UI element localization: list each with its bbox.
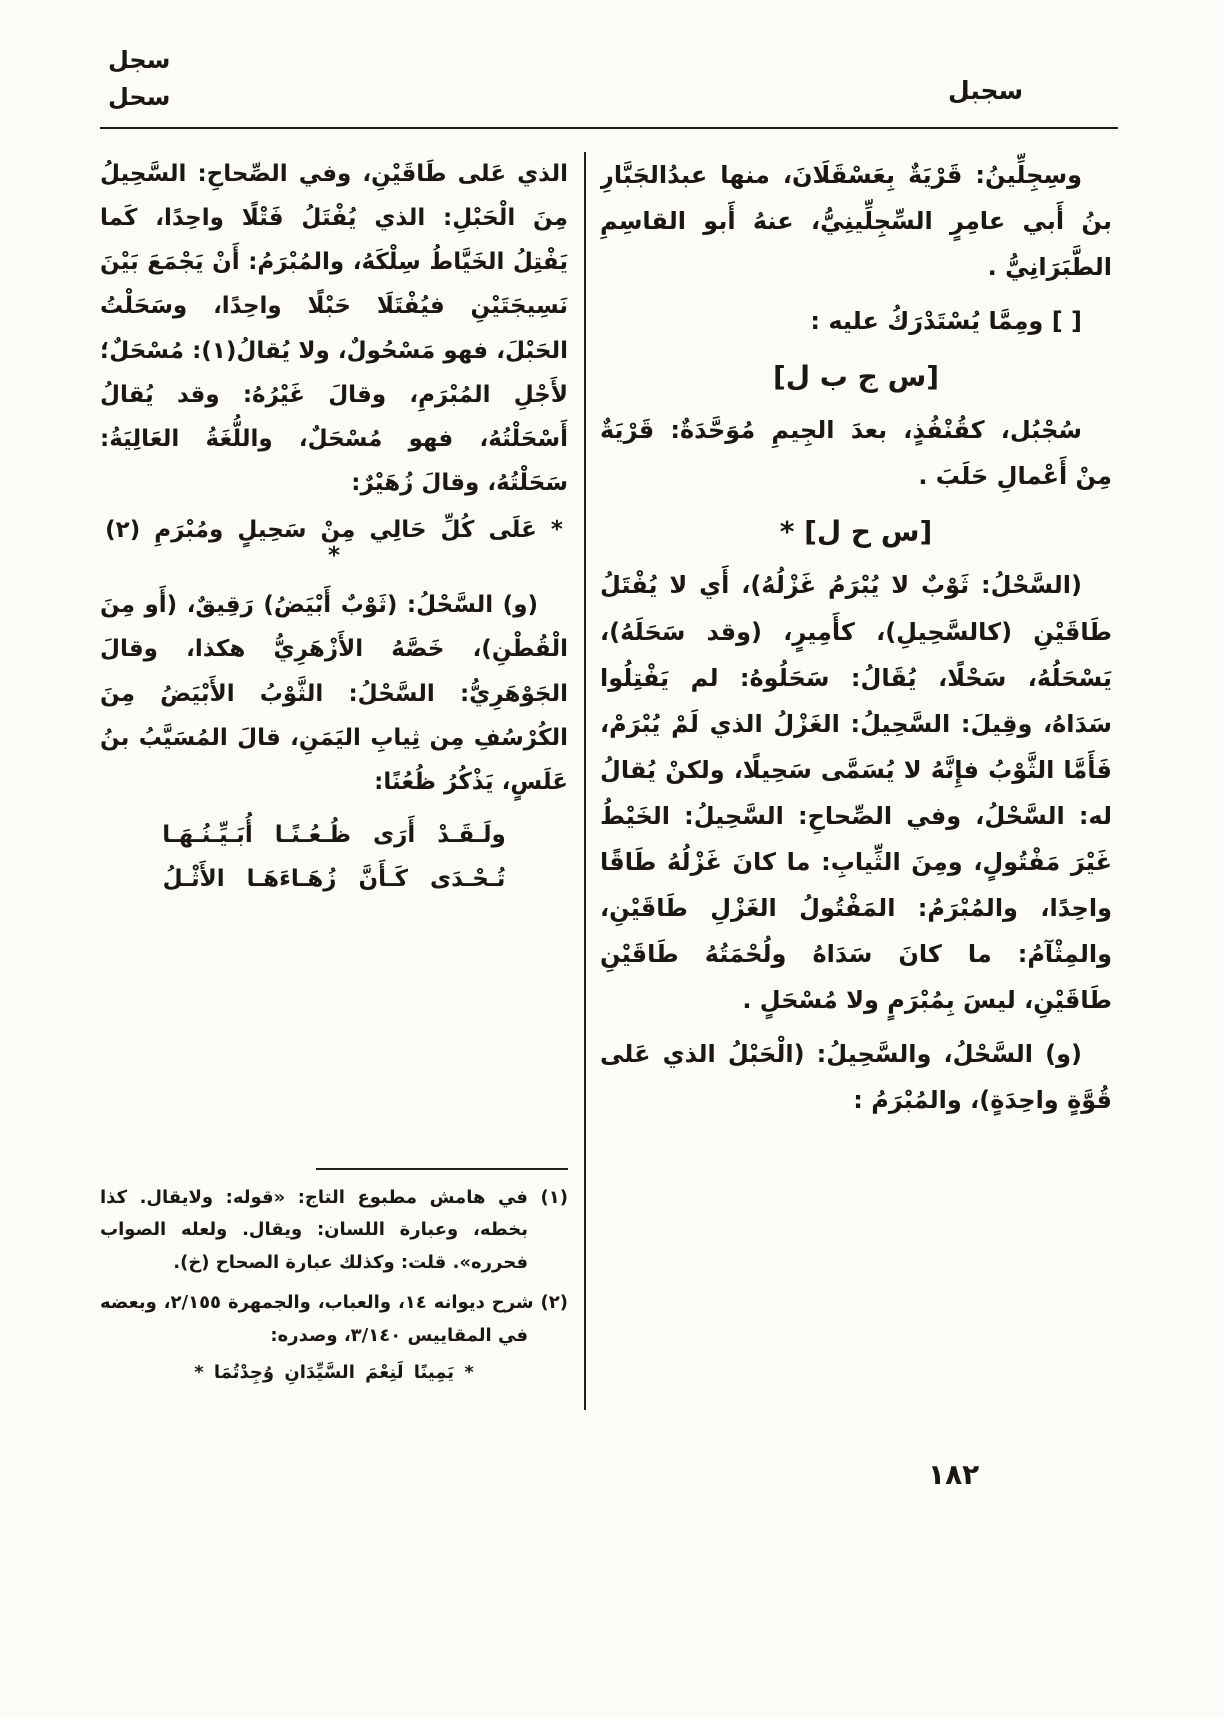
footnote-1-text: في هامش مطبوع التاج: «قوله: ولايقال. كذا بخطه، وعبارة اللسان: ويقال. ولعله الصواب فحرره». قلت: وكذلك عبارة الصحاح (خ). bbox=[100, 1187, 528, 1273]
paragraph-sahl-rope: (و) السَّحْلُ، والسَّحِيلُ: (الْحَبْلُ الذي عَلى قُوَّةٍ واحِدَةٍ)، والمُبْرَمُ : bbox=[600, 1040, 1112, 1115]
footnote-verse: * يَمِينًا لَنِعْمَ السَّيِّدَانِ وُجِدْتُمَا * bbox=[194, 1361, 474, 1383]
root-heading-s-j-b-l: [س ج ب ل] bbox=[772, 360, 940, 394]
footnote-2-marker: (٢) bbox=[540, 1292, 568, 1314]
paragraph-mustadrak: [ ] ومِمَّا يُسْتَدْرَكُ عليه : bbox=[810, 307, 1082, 336]
footnote-1 bbox=[100, 1182, 568, 1279]
paragraph-sujbul: سُجْبُل، كقُنْفُذٍ، بعدَ الجِيمِ مُوَحَّدَةٌ: قَرْيَةٌ مِنْ أَعْمالِ حَلَبَ . bbox=[600, 416, 1112, 491]
footnote-2-text: شرح ديوانه ١٤، والعباب، والجمهرة ٢/١٥٥، وبعضه في المقاييس ٣/١٤٠، وصدره: bbox=[100, 1292, 534, 1346]
right-column bbox=[600, 152, 1112, 1414]
running-head-word-sijill: سجل bbox=[108, 46, 171, 74]
paragraph-sijillin: وسِجِلِّينُ: قَرْيَةٌ بِعَسْقَلَانَ، منها عبدُالجَبَّارِ بنُ أَبي عامِرٍ السِّجِلِّينِيُّ، عنهُ أَبو القاسِمِ الطَّبَرَانِيُّ . bbox=[600, 161, 1112, 282]
paragraph-continuation: الذي عَلى طَاقَيْنِ، وفي الصِّحاحِ: السَّحِيلُ مِنَ الْحَبْلِ: الذي يُفْتَلُ فَتْلًا واحِدًا، كَما يَفْتِلُ الخَيَّاطُ سِلْكَهُ، والمُبْرَمُ: أَنْ يَجْمَعَ بَيْنَ نَسِيجَتَيْنِ فيُفْتَلَا حَبْلًا واحِدًا، وسَحَلْتُ الحَبْلَ، فهو مَسْحُولٌ، ولا يُقالُ(١): مُسْحَلٌ؛ لأَجْلِ المُبْرَمِ، وقالَ غَيْرُهُ: وقد يُقالُ أَسْحَلْتُهُ، فهو مُسْحَلٌ، واللُّغَةُ العَالِيَةُ: سَحَلْتُهُ، وقالَ زُهَيْرٌ: bbox=[100, 161, 568, 497]
running-head-left bbox=[108, 42, 170, 116]
running-head-word-sahl: سحل bbox=[108, 83, 171, 112]
couplet-line-1: ولَـقَـدْ أَرَى ظُـعُـنًـا أُبَـيِّـنُـهَـا bbox=[162, 822, 506, 849]
footnote-divider bbox=[316, 1168, 568, 1170]
page-number: ١٨٢ bbox=[928, 1458, 980, 1491]
footnote-2 bbox=[100, 1287, 568, 1352]
column-divider bbox=[584, 152, 586, 1410]
footnote-1-marker: (١) bbox=[540, 1187, 568, 1208]
left-column bbox=[100, 152, 568, 1164]
footnotes-section bbox=[100, 1168, 568, 1383]
header-rule bbox=[100, 127, 1118, 129]
couplet-line-2: تُـحْـدَى كَـأَنَّ زُهَـاءَهَـا الأَثْـلُ bbox=[162, 866, 506, 893]
root-heading-s-h-l: [س ح ل] * bbox=[779, 515, 933, 549]
running-head-right: سجبل bbox=[948, 76, 1024, 105]
verse-zuhayr: * عَلَى كُلِّ حَالِي مِنْ سَحِيلٍ ومُبْرَمِ (٢) * bbox=[105, 517, 563, 570]
paragraph-sahl-definition: (السَّحْلُ: ثَوْبٌ لا يُبْرَمُ غَزْلُهُ)، أَي لا يُفْتَلُ طَاقَيْنِ (كالسَّحِيلِ)، كأَمِيرٍ، (وقد سَحَلَهُ)، يَسْحَلُهُ، سَحْلًا، يُقَالُ: سَحَلُوهُ: لم يَفْتِلُوا سَدَاهُ، وقِيلَ: السَّحِيلُ: الغَزْلُ الذي لَمْ يُبْرَمْ، فَأَمَّا الثَّوْبُ فإِنَّهُ لا يُسَمَّى سَحِيلًا، ولكنْ يُقالُ له: السَّحْلُ، وفي الصِّحاحِ: السَّحِيلُ: الخَيْطُ غَيْرَ مَفْتُولٍ، ومِنَ الثِّيابِ: ما كانَ غَزْلُهُ طَاقًا واحِدًا، والمُبْرَمُ: المَفْتُولُ الغَزْلِ طَاقَيْنِ، والمِثْآمُ: ما كانَ سَدَاهُ ولُحْمَتُهُ طَاقَيْنِ طَاقَيْنِ، ليسَ بِمُبْرَمٍ ولا مُسْحَلٍ . bbox=[600, 571, 1112, 1015]
paragraph-white-cloth: (و) السَّحْلُ: (ثَوْبٌ أَبْيَضُ) رَقِيقٌ، (أَو مِنَ الْقُطْنِ)، خَصَّهُ الأَزْهَرِيُّ هكذا، وقالَ الجَوْهَرِيُّ: السَّحْلُ: الثَّوْبُ الأَبْيَضُ مِنَ الكُرْسُفِ مِن ثِيابِ اليَمَنِ، قالَ المُسَيَّبُ بنُ عَلَسٍ، يَذْكُرُ ظُعُنًا: bbox=[100, 592, 568, 795]
